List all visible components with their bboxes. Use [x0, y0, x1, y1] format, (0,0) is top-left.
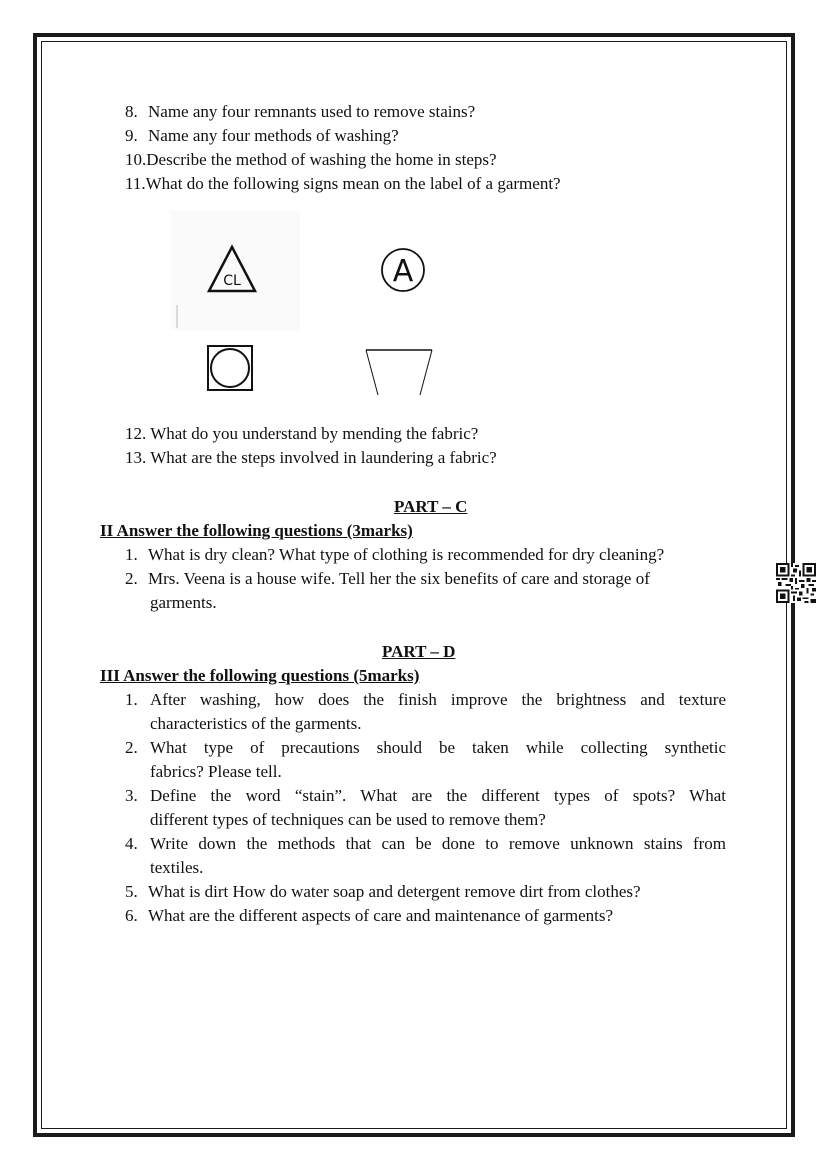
question-number: 5.: [125, 882, 138, 901]
question-number: 2.: [125, 738, 138, 757]
question-10: [125, 148, 497, 172]
part-c-question-2: [125, 567, 650, 591]
circle-label: A: [392, 254, 414, 289]
question-text: Describe the method of washing the home in steps?: [146, 150, 497, 169]
part-c-question-1: [125, 543, 664, 567]
question-number: 12.: [125, 424, 147, 443]
question-8: [125, 100, 475, 124]
dry-clean-circle-icon: [382, 249, 424, 291]
question-number: 9.: [125, 126, 138, 145]
question-text: Mrs. Veena is a house wife. Tell her the six benefits of care and storage of: [148, 569, 650, 588]
part-d-question-4-text: Write down the methods that can be done to remove unknown stains from: [150, 834, 726, 853]
question-number: 1.: [125, 545, 138, 564]
part-d-question-6: [125, 904, 613, 928]
part-d-question-3-text: Define the word “stain”. What are the different types of spots? What: [150, 786, 726, 805]
triangle-label: CL: [223, 273, 241, 289]
scan-shading: [170, 210, 300, 330]
part-d-question-1-text: After washing, how does the finish improve the brightness and texture: [150, 690, 726, 709]
wash-tub-icon: [366, 350, 432, 395]
question-text: Name any four remnants used to remove stains?: [148, 102, 476, 121]
question-text: What is dirt How do water soap and detergent remove dirt from clothes?: [148, 882, 641, 901]
question-text: What are the different aspects of care and maintenance of garments?: [148, 906, 614, 925]
question-text: What do you understand by mending the fabric?: [150, 424, 479, 443]
part-d-question-5: [125, 880, 641, 904]
qr-code-icon[interactable]: [776, 563, 816, 603]
part-c-title: PART – C: [394, 497, 468, 516]
part-d-question-2: [125, 736, 138, 760]
question-number: 8.: [125, 102, 138, 121]
question-text: What do the following signs mean on the label of a garment?: [145, 174, 561, 193]
question-text: What is dry clean? What type of clothing is recommended for dry cleaning?: [148, 545, 665, 564]
part-d-question-4-continued: textiles.: [150, 858, 204, 877]
part-d-question-1: [125, 688, 138, 712]
question-9: [125, 124, 399, 148]
part-c-question-2-continued: garments.: [150, 593, 217, 612]
question-11: [125, 172, 561, 196]
question-12: [125, 422, 478, 446]
question-number: 1.: [125, 690, 138, 709]
question-text: What are the steps involved in laundering a fabric?: [150, 448, 497, 467]
question-number: 11.: [125, 174, 146, 193]
question-13: [125, 446, 497, 470]
question-number: 10.: [125, 150, 147, 169]
tumble-dry-icon: [208, 346, 252, 390]
part-d-title: PART – D: [382, 642, 456, 661]
question-number: 4.: [125, 834, 138, 853]
part-d-question-1-continued: characteristics of the garments.: [150, 714, 362, 733]
part-d-question-4: [125, 832, 138, 856]
part-d-question-3-continued: different types of techniques can be used to remove them?: [150, 810, 546, 829]
question-number: 3.: [125, 786, 138, 805]
question-number: 13.: [125, 448, 147, 467]
part-d-question-3: [125, 784, 138, 808]
part-d-instruction: III Answer the following questions (5marks): [100, 666, 420, 685]
question-number: 2.: [125, 569, 138, 588]
part-d-question-2-continued: fabrics? Please tell.: [150, 762, 282, 781]
care-symbols-figure: [170, 210, 470, 410]
part-d-question-2-text: What type of precautions should be taken while collecting synthetic: [150, 738, 726, 757]
question-number: 6.: [125, 906, 138, 925]
question-text: Name any four methods of washing?: [148, 126, 399, 145]
part-c-instruction: II Answer the following questions (3marks): [100, 521, 413, 540]
